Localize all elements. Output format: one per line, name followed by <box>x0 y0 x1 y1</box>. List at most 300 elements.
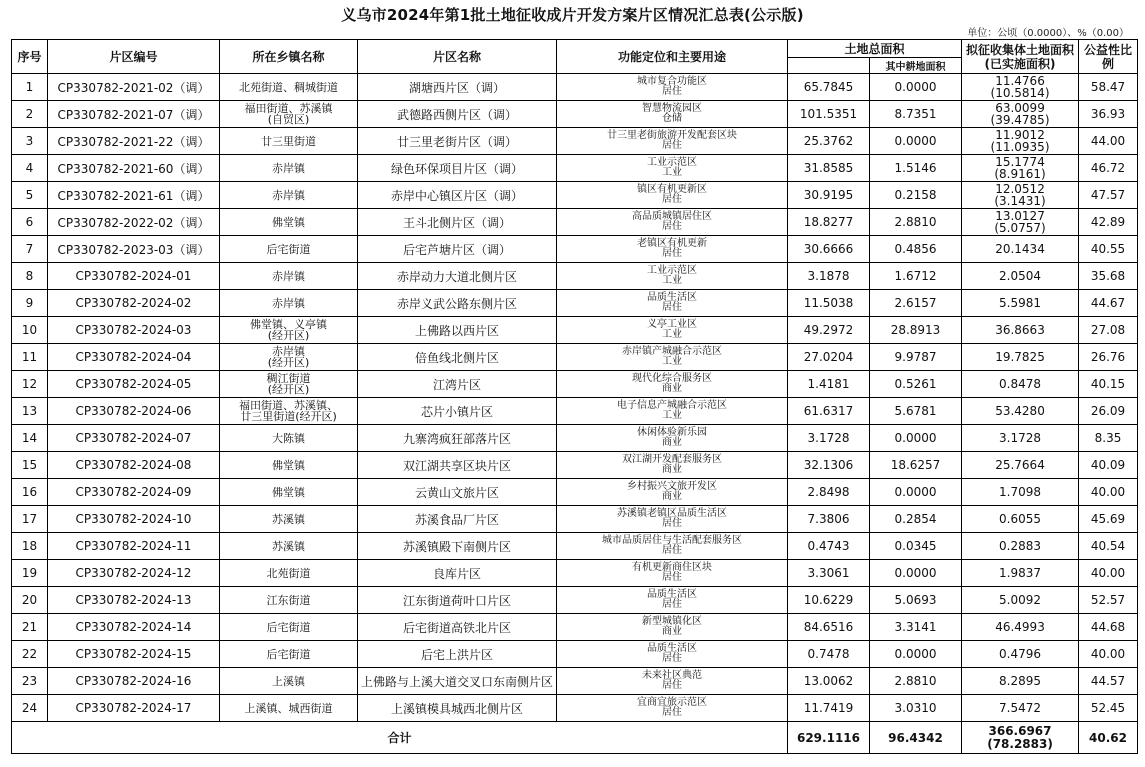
header-seq: 序号 <box>12 40 48 74</box>
cell-collect-line: 5.5981 <box>999 296 1042 310</box>
cell-seq: 19 <box>12 560 48 587</box>
cell-function-line: 工业 <box>662 356 682 367</box>
cell-function <box>557 290 788 317</box>
cell-ratio: 44.00 <box>1079 128 1138 155</box>
cell-function-line: 品质生活区 <box>647 292 697 303</box>
cell-seq: 15 <box>12 452 48 479</box>
cell-function <box>557 614 788 641</box>
cell-total-area: 65.7845 <box>788 74 870 101</box>
cell-name: 王斗北侧片区（调） <box>358 209 557 236</box>
table-row <box>12 155 1138 182</box>
cell-town-line: 福田街道、苏溪镇、 <box>239 399 338 412</box>
header-function: 功能定位和主要用途 <box>557 40 788 74</box>
table-row <box>12 560 1138 587</box>
cell-name: 江湾片区 <box>358 371 557 398</box>
cell-collect-line: (5.0757) <box>994 221 1046 235</box>
cell-town <box>220 290 358 317</box>
cell-function-line: 商业 <box>662 383 682 394</box>
cell-town-line: 赤岸镇 <box>272 345 305 358</box>
cell-collect-line: (39.4785) <box>990 113 1050 127</box>
cell-town <box>220 506 358 533</box>
cell-collect-line: 5.0092 <box>999 593 1042 607</box>
cell-town-line: 上溪镇、城西街道 <box>244 701 333 715</box>
cell-name: 后宅街道高铁北片区 <box>358 614 557 641</box>
cell-total-area: 27.0204 <box>788 344 870 371</box>
cell-name: 双江湖共享区块片区 <box>358 452 557 479</box>
cell-code: CP330782-2024-01 <box>48 263 220 290</box>
cell-town-line: 后宅街道 <box>266 242 311 256</box>
cell-function <box>557 398 788 425</box>
cell-town-line: 廿三里街道(经开区) <box>240 410 337 423</box>
cell-ratio: 26.76 <box>1079 344 1138 371</box>
cell-function <box>557 155 788 182</box>
cell-total-area: 11.7419 <box>788 695 870 722</box>
table-row <box>12 74 1138 101</box>
cell-farmland: 18.6257 <box>870 452 962 479</box>
cell-farmland: 0.5261 <box>870 371 962 398</box>
table-row <box>12 641 1138 668</box>
cell-farmland: 5.0693 <box>870 587 962 614</box>
cell-collect-line: 0.8478 <box>999 377 1042 391</box>
cell-name: 上佛路以西片区 <box>358 317 557 344</box>
cell-town <box>220 74 358 101</box>
cell-town-line: 佛堂镇 <box>272 458 305 472</box>
cell-code: CP330782-2021-22（调） <box>48 128 220 155</box>
cell-name: 苏溪食品厂片区 <box>358 506 557 533</box>
table-row <box>12 533 1138 560</box>
cell-town <box>220 371 358 398</box>
cell-function <box>557 371 788 398</box>
table-row <box>12 668 1138 695</box>
cell-code: CP330782-2024-06 <box>48 398 220 425</box>
cell-collect <box>962 128 1079 155</box>
cell-total-area: 0.4743 <box>788 533 870 560</box>
cell-code: CP330782-2024-12 <box>48 560 220 587</box>
cell-function-line: 工业 <box>662 167 682 178</box>
cell-town <box>220 479 358 506</box>
table-row <box>12 236 1138 263</box>
cell-seq: 22 <box>12 641 48 668</box>
cell-seq: 13 <box>12 398 48 425</box>
cell-collect-line: 0.6055 <box>999 512 1042 526</box>
cell-total-area: 11.5038 <box>788 290 870 317</box>
cell-seq: 11 <box>12 344 48 371</box>
cell-seq: 20 <box>12 587 48 614</box>
cell-ratio: 40.00 <box>1079 479 1138 506</box>
table-row <box>12 101 1138 128</box>
cell-town-line: 苏溪镇 <box>272 539 305 553</box>
cell-function-line: 居住 <box>662 248 682 259</box>
cell-town-line: 赤岸镇 <box>272 188 305 202</box>
cell-collect <box>962 479 1079 506</box>
cell-town-line: (经开区) <box>267 383 310 396</box>
cell-town <box>220 533 358 560</box>
cell-town-line: 大陈镇 <box>272 431 305 445</box>
cell-farmland: 1.6712 <box>870 263 962 290</box>
cell-collect <box>962 344 1079 371</box>
cell-name: 武德路西侧片区（调） <box>358 101 557 128</box>
table-row <box>12 479 1138 506</box>
cell-function-line: 苏溪镇老镇区品质生活区 <box>617 508 727 519</box>
cell-function-line: 电子信息产城融合示范区 <box>617 400 727 411</box>
cell-collect-line: 1.9837 <box>999 566 1042 580</box>
cell-function-line: 商业 <box>662 626 682 637</box>
table-row <box>12 290 1138 317</box>
cell-total-area: 101.5351 <box>788 101 870 128</box>
cell-farmland: 3.3141 <box>870 614 962 641</box>
cell-total-area: 1.4181 <box>788 371 870 398</box>
cell-collect-line: (3.1431) <box>994 194 1046 208</box>
cell-farmland: 0.0000 <box>870 128 962 155</box>
cell-collect <box>962 182 1079 209</box>
cell-farmland: 0.2854 <box>870 506 962 533</box>
cell-collect-line: 1.7098 <box>999 485 1042 499</box>
cell-function <box>557 101 788 128</box>
cell-collect <box>962 290 1079 317</box>
cell-ratio: 45.69 <box>1079 506 1138 533</box>
header-ratio: 公益性比例 <box>1079 40 1138 74</box>
cell-function-line: 城市品质居住与生活配套服务区 <box>602 535 742 546</box>
cell-function <box>557 425 788 452</box>
cell-function-line: 商业 <box>662 437 682 448</box>
table-body <box>12 74 1138 722</box>
cell-seq: 14 <box>12 425 48 452</box>
cell-seq: 23 <box>12 668 48 695</box>
cell-collect <box>962 101 1079 128</box>
cell-collect-line: 12.0512 <box>995 182 1045 196</box>
total-area: 629.1116 <box>788 722 870 754</box>
cell-collect-line: 11.4766 <box>995 74 1045 88</box>
cell-collect <box>962 668 1079 695</box>
table-row <box>12 506 1138 533</box>
cell-farmland: 0.4856 <box>870 236 962 263</box>
cell-function <box>557 263 788 290</box>
cell-collect-line: (11.0935) <box>990 140 1050 154</box>
cell-collect-line: 3.1728 <box>999 431 1042 445</box>
cell-total-area: 49.2972 <box>788 317 870 344</box>
cell-code: CP330782-2021-61（调） <box>48 182 220 209</box>
cell-function <box>557 452 788 479</box>
cell-farmland: 28.8913 <box>870 317 962 344</box>
cell-collect-line: 53.4280 <box>995 404 1045 418</box>
cell-name: 上佛路与上溪大道交叉口东南侧片区 <box>358 668 557 695</box>
cell-collect-line: 25.7664 <box>995 458 1045 472</box>
cell-function-line: 新型城镇化区 <box>642 616 702 627</box>
table-row <box>12 398 1138 425</box>
cell-name: 良库片区 <box>358 560 557 587</box>
cell-seq: 8 <box>12 263 48 290</box>
cell-ratio: 40.55 <box>1079 236 1138 263</box>
cell-collect-line: 13.0127 <box>995 209 1045 223</box>
cell-collect <box>962 371 1079 398</box>
cell-town <box>220 344 358 371</box>
cell-seq: 7 <box>12 236 48 263</box>
cell-name: 倍鱼线北侧片区 <box>358 344 557 371</box>
cell-collect <box>962 560 1079 587</box>
cell-seq: 3 <box>12 128 48 155</box>
cell-name: 赤岸义武公路东侧片区 <box>358 290 557 317</box>
cell-function-line: 居住 <box>662 572 682 583</box>
cell-seq: 2 <box>12 101 48 128</box>
cell-name: 芯片小镇片区 <box>358 398 557 425</box>
header-town: 所在乡镇名称 <box>220 40 358 74</box>
cell-town <box>220 155 358 182</box>
total-collect-value: 366.6967 <box>988 723 1052 738</box>
cell-collect <box>962 263 1079 290</box>
cell-town-line: 后宅街道 <box>266 647 311 661</box>
cell-function-line: 居住 <box>662 221 682 232</box>
table-row <box>12 695 1138 722</box>
cell-farmland: 8.7351 <box>870 101 962 128</box>
cell-function <box>557 236 788 263</box>
total-farmland: 96.4342 <box>870 722 962 754</box>
cell-town-line: 稠江街道 <box>266 372 311 385</box>
cell-town-line: 廿三里街道 <box>261 134 316 148</box>
cell-function-line: 休闲体验新乐园 <box>637 427 707 438</box>
cell-function <box>557 317 788 344</box>
cell-function-line: 品质生活区 <box>647 589 697 600</box>
cell-town <box>220 101 358 128</box>
table-row <box>12 371 1138 398</box>
cell-code: CP330782-2024-17 <box>48 695 220 722</box>
cell-farmland: 0.0000 <box>870 479 962 506</box>
cell-collect <box>962 74 1079 101</box>
cell-function-line: 居住 <box>662 194 682 205</box>
cell-total-area: 18.8277 <box>788 209 870 236</box>
cell-town <box>220 236 358 263</box>
cell-collect <box>962 425 1079 452</box>
total-label: 合计 <box>12 722 788 754</box>
cell-function <box>557 560 788 587</box>
cell-function-line: 镇区有机更新区 <box>637 184 707 195</box>
cell-function <box>557 533 788 560</box>
table-row <box>12 614 1138 641</box>
cell-name: 绿色环保项目片区（调） <box>358 155 557 182</box>
cell-collect <box>962 236 1079 263</box>
cell-code: CP330782-2024-09 <box>48 479 220 506</box>
cell-farmland: 0.2158 <box>870 182 962 209</box>
cell-collect-line: (8.9161) <box>994 167 1046 181</box>
table-row <box>12 209 1138 236</box>
table-row <box>12 182 1138 209</box>
cell-town-line: 北苑街道 <box>266 566 311 580</box>
cell-town <box>220 398 358 425</box>
cell-total-area: 7.3806 <box>788 506 870 533</box>
cell-function-line: 有机更新商住区块 <box>632 562 712 573</box>
table-row <box>12 344 1138 371</box>
cell-seq: 9 <box>12 290 48 317</box>
cell-function-line: 工业 <box>662 329 682 340</box>
header-area-placeholder <box>788 58 870 74</box>
cell-ratio: 8.35 <box>1079 425 1138 452</box>
cell-town <box>220 641 358 668</box>
cell-town-line: 苏溪镇 <box>272 512 305 526</box>
cell-ratio: 40.09 <box>1079 452 1138 479</box>
cell-town <box>220 263 358 290</box>
cell-farmland: 0.0000 <box>870 560 962 587</box>
cell-town <box>220 560 358 587</box>
cell-collect-line: 20.1434 <box>995 242 1045 256</box>
cell-ratio: 40.00 <box>1079 560 1138 587</box>
total-collect <box>962 722 1079 754</box>
cell-code: CP330782-2024-04 <box>48 344 220 371</box>
cell-name: 江东街道荷叶口片区 <box>358 587 557 614</box>
cell-function-line: 工业 <box>662 410 682 421</box>
table-row <box>12 452 1138 479</box>
cell-function <box>557 209 788 236</box>
cell-ratio: 44.57 <box>1079 668 1138 695</box>
cell-code: CP330782-2024-03 <box>48 317 220 344</box>
cell-total-area: 84.6516 <box>788 614 870 641</box>
cell-town-line: 福田街道、苏溪镇 <box>244 102 333 115</box>
cell-function-line: 商业 <box>662 491 682 502</box>
cell-collect <box>962 209 1079 236</box>
cell-collect <box>962 317 1079 344</box>
cell-town <box>220 317 358 344</box>
cell-farmland: 9.9787 <box>870 344 962 371</box>
cell-collect-line: (10.5814) <box>990 86 1050 100</box>
cell-code: CP330782-2024-14 <box>48 614 220 641</box>
cell-collect-line: 46.4993 <box>995 620 1045 634</box>
table-footer <box>12 722 1138 754</box>
cell-code: CP330782-2024-15 <box>48 641 220 668</box>
cell-function-line: 现代化综合服务区 <box>632 373 712 384</box>
cell-code: CP330782-2021-02（调） <box>48 74 220 101</box>
cell-town <box>220 695 358 722</box>
cell-seq: 5 <box>12 182 48 209</box>
cell-ratio: 44.67 <box>1079 290 1138 317</box>
header-name: 片区名称 <box>358 40 557 74</box>
cell-seq: 4 <box>12 155 48 182</box>
cell-function-line: 工业示范区 <box>647 157 697 168</box>
cell-ratio: 58.47 <box>1079 74 1138 101</box>
cell-code: CP330782-2024-11 <box>48 533 220 560</box>
cell-total-area: 61.6317 <box>788 398 870 425</box>
cell-code: CP330782-2024-08 <box>48 452 220 479</box>
cell-function-line: 赤岸镇产城融合示范区 <box>622 346 722 357</box>
cell-code: CP330782-2022-02（调） <box>48 209 220 236</box>
cell-total-area: 31.8585 <box>788 155 870 182</box>
cell-total-area: 10.6229 <box>788 587 870 614</box>
cell-town-line: (经开区) <box>267 356 310 369</box>
cell-function-line: 居住 <box>662 653 682 664</box>
cell-function-line: 城市复合功能区 <box>637 76 707 87</box>
cell-function-line: 仓储 <box>662 113 682 124</box>
cell-ratio: 42.89 <box>1079 209 1138 236</box>
cell-function <box>557 74 788 101</box>
cell-name: 赤岸中心镇区片区（调） <box>358 182 557 209</box>
cell-ratio: 46.72 <box>1079 155 1138 182</box>
cell-total-area: 3.3061 <box>788 560 870 587</box>
cell-ratio: 40.15 <box>1079 371 1138 398</box>
cell-function-line: 品质生活区 <box>647 643 697 654</box>
cell-name: 后宅上洪片区 <box>358 641 557 668</box>
cell-ratio: 40.54 <box>1079 533 1138 560</box>
cell-seq: 16 <box>12 479 48 506</box>
header-collect: 拟征收集体土地面积(已实施面积) <box>962 40 1079 74</box>
cell-collect-line: 36.8663 <box>995 323 1045 337</box>
cell-seq: 17 <box>12 506 48 533</box>
cell-town-line: 佛堂镇、义亭镇 <box>250 318 327 331</box>
cell-collect-line: 0.4796 <box>999 647 1042 661</box>
cell-function-line: 居住 <box>662 707 682 718</box>
cell-town <box>220 587 358 614</box>
cell-town-line: 赤岸镇 <box>272 296 305 310</box>
cell-function-line: 乡村振兴文旅开发区 <box>627 481 717 492</box>
cell-name: 云黄山文旅片区 <box>358 479 557 506</box>
cell-code: CP330782-2021-07（调） <box>48 101 220 128</box>
cell-collect-line: 2.0504 <box>999 269 1042 283</box>
cell-town <box>220 425 358 452</box>
total-row <box>12 722 1138 754</box>
cell-seq: 21 <box>12 614 48 641</box>
cell-collect <box>962 587 1079 614</box>
cell-collect <box>962 614 1079 641</box>
cell-code: CP330782-2021-60（调） <box>48 155 220 182</box>
cell-seq: 24 <box>12 695 48 722</box>
cell-function <box>557 695 788 722</box>
cell-function-line: 工业 <box>662 275 682 286</box>
cell-function-line: 居住 <box>662 518 682 529</box>
cell-farmland: 3.0310 <box>870 695 962 722</box>
cell-farmland: 2.6157 <box>870 290 962 317</box>
cell-function-line: 居住 <box>662 140 682 151</box>
cell-total-area: 30.9195 <box>788 182 870 209</box>
summary-table <box>11 39 1138 754</box>
cell-collect-line: 7.5472 <box>999 701 1042 715</box>
cell-town-line: 北苑街道、稠城街道 <box>239 80 338 94</box>
cell-function-line: 义亭工业区 <box>647 319 697 330</box>
table-row <box>12 587 1138 614</box>
cell-name: 赤岸动力大道北侧片区 <box>358 263 557 290</box>
cell-seq: 1 <box>12 74 48 101</box>
cell-function-line: 宜商宜旅示范区 <box>637 697 707 708</box>
cell-collect-line: 19.7825 <box>995 350 1045 364</box>
cell-total-area: 3.1878 <box>788 263 870 290</box>
cell-total-area: 32.1306 <box>788 452 870 479</box>
cell-town-line: 上溪镇 <box>272 674 305 688</box>
cell-function <box>557 479 788 506</box>
cell-collect <box>962 398 1079 425</box>
cell-code: CP330782-2024-16 <box>48 668 220 695</box>
cell-collect <box>962 695 1079 722</box>
cell-function <box>557 128 788 155</box>
cell-code: CP330782-2024-13 <box>48 587 220 614</box>
cell-total-area: 13.0062 <box>788 668 870 695</box>
cell-collect-line: 0.2883 <box>999 539 1042 553</box>
cell-ratio: 52.45 <box>1079 695 1138 722</box>
cell-code: CP330782-2024-10 <box>48 506 220 533</box>
cell-function-line: 商业 <box>662 464 682 475</box>
cell-total-area: 3.1728 <box>788 425 870 452</box>
cell-function <box>557 344 788 371</box>
table-row <box>12 263 1138 290</box>
cell-town-line: (自贸区) <box>267 113 310 126</box>
cell-name: 上溪镇模具城西北侧片区 <box>358 695 557 722</box>
cell-total-area: 0.7478 <box>788 641 870 668</box>
cell-function <box>557 506 788 533</box>
cell-total-area: 25.3762 <box>788 128 870 155</box>
cell-town <box>220 128 358 155</box>
cell-function-line: 未来社区典范 <box>642 670 702 681</box>
cell-function-line: 居住 <box>662 86 682 97</box>
cell-name: 九寨湾疯狂部落片区 <box>358 425 557 452</box>
cell-ratio: 47.57 <box>1079 182 1138 209</box>
cell-ratio: 52.57 <box>1079 587 1138 614</box>
cell-collect <box>962 533 1079 560</box>
table-header <box>12 40 1138 74</box>
cell-function <box>557 182 788 209</box>
